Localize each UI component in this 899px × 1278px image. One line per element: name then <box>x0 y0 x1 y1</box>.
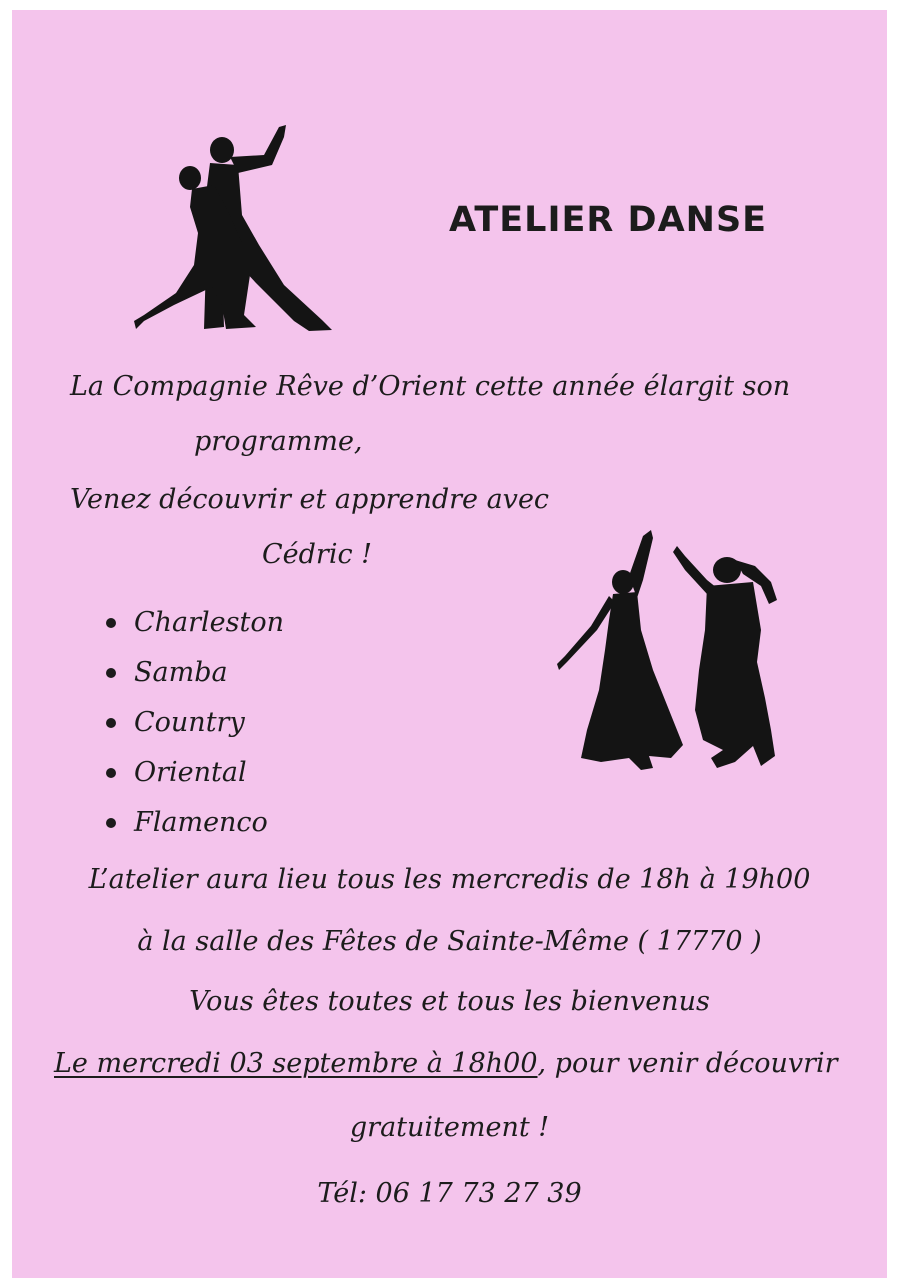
dance-styles-list <box>104 598 284 848</box>
tango-couple-silhouette <box>134 115 339 335</box>
list-item <box>104 598 284 648</box>
dance-style-label: Oriental <box>134 757 247 788</box>
dance-style-label: Samba <box>134 657 228 688</box>
welcome-line: Vous êtes toutes et tous les bienvenus <box>189 986 710 1017</box>
schedule-line: L’atelier aura lieu tous les mercredis de 18h à 19h00 <box>88 864 811 895</box>
list-item <box>104 748 284 798</box>
dance-style-label: Charleston <box>134 607 285 638</box>
bullet-icon <box>106 818 116 828</box>
bullet-icon <box>106 768 116 778</box>
flyer-title: ATELIER DANSE <box>449 200 768 240</box>
dance-style-label: Flamenco <box>134 807 268 838</box>
list-item <box>104 798 284 848</box>
open-day-rest: , pour venir découvrir <box>537 1048 838 1079</box>
intro-line-1: La Compagnie Rêve d’Orient cette année élargit son <box>70 371 791 402</box>
open-day-line <box>54 1050 838 1077</box>
phone-line: Tél: 06 17 73 27 39 <box>317 1178 582 1209</box>
folk-dancers-silhouette <box>557 530 782 775</box>
invite-line-2: Cédric ! <box>262 539 373 570</box>
bullet-icon <box>106 618 116 628</box>
dance-style-label: Country <box>134 707 245 738</box>
bullet-icon <box>106 668 116 678</box>
venue-line: à la salle des Fêtes de Sainte-Même ( 17770 ) <box>137 926 762 957</box>
flyer-sheet <box>12 10 887 1278</box>
invite-line-1: Venez découvrir et apprendre avec <box>70 484 550 515</box>
intro-line-2: programme, <box>194 426 363 457</box>
bullet-icon <box>106 718 116 728</box>
list-item <box>104 698 284 748</box>
list-item <box>104 648 284 698</box>
open-day-line-2: gratuitement ! <box>349 1112 550 1143</box>
open-day-date: Le mercredi 03 septembre à 18h00 <box>54 1048 538 1079</box>
